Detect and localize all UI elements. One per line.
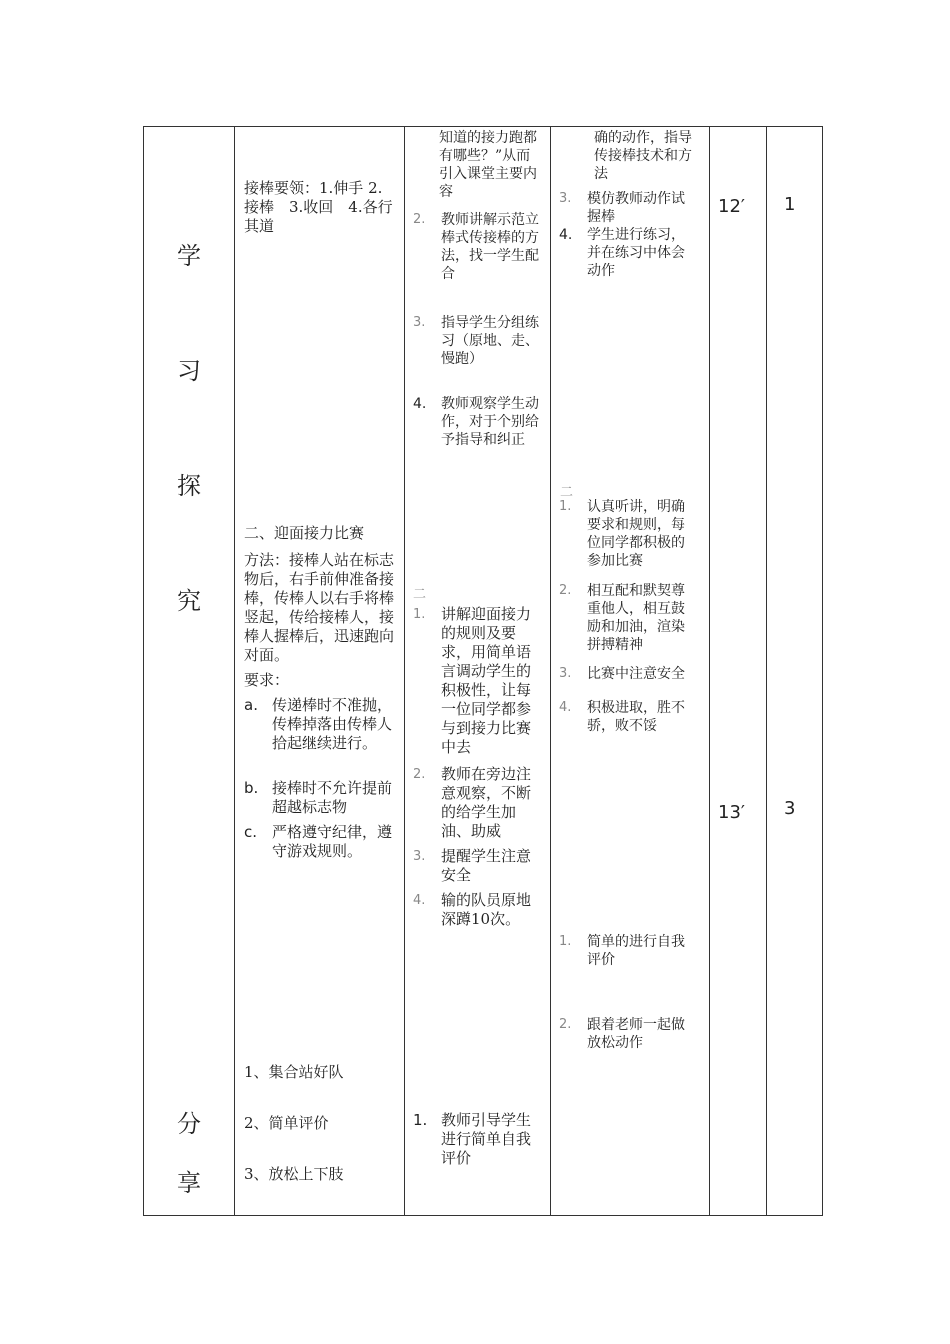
student-step: 3. 模仿教师动作试握棒 xyxy=(559,191,685,225)
teacher-step: 3. 指导学生分组练习（原地、走、慢跑） xyxy=(413,315,539,367)
receive-points: 接棒要领：1.伸手 2.接棒 3.收回 4.各行其道 xyxy=(244,179,393,235)
count-value: 1 xyxy=(784,194,796,215)
stage-char: 享 xyxy=(177,1169,201,1197)
stage-char: 探 xyxy=(177,472,201,500)
requirement-item: c. 严格遵守纪律，遵守游戏规则。 xyxy=(244,823,393,860)
requirement-item: a. 传递棒时不准抛，传棒掉落由传棒人拾起继续进行。 xyxy=(244,696,393,752)
stage-char: 分 xyxy=(177,1110,201,1138)
column-divider xyxy=(404,126,405,1216)
teacher-text: 知道的接力跑都有哪些？”从而引入课堂主要内容 xyxy=(439,130,537,200)
column-divider xyxy=(550,126,551,1216)
student-step: 1. 认真听讲，明确要求和规则，每位同学都积极的参加比赛 xyxy=(559,499,685,569)
column-divider xyxy=(709,126,710,1216)
section-mark: 二 xyxy=(413,587,427,602)
teacher-step: 3. 提醒学生注意安全 xyxy=(413,847,532,884)
teacher-step: 2. 教师在旁边注意观察，不断的给学生加油、助威 xyxy=(413,765,532,840)
section-mark: 二 xyxy=(560,485,574,500)
student-step: 4. 积极进取，胜不骄，败不馁 xyxy=(559,700,685,734)
student-step: 2. 跟着老师一起做放松动作 xyxy=(559,1017,685,1051)
student-step: 1. 简单的进行自我评价 xyxy=(559,934,685,968)
count-value: 3 xyxy=(784,798,796,819)
teacher-step: 1. 教师引导学生进行简单自我评价 xyxy=(413,1111,532,1167)
teacher-step: 1. 讲解迎面接力的规则及要求，用简单语言调动学生的积极性，让每一位同学都参与到接力比赛中去 xyxy=(413,605,532,756)
relay-title: 二、迎面接力比赛 xyxy=(244,524,365,542)
share-item: 3、放松上下肢 xyxy=(244,1165,344,1183)
requirements-title: 要求： xyxy=(244,671,290,689)
student-step: 3. 比赛中注意安全 xyxy=(559,666,685,682)
teacher-step: 2. 教师讲解示范立棒式传接棒的方法，找一学生配合 xyxy=(413,212,539,282)
column-divider xyxy=(234,126,235,1216)
time-value: 13′ xyxy=(718,802,745,823)
stage-char: 学 xyxy=(177,242,201,270)
teacher-step: 4. 教师观察学生动作，对于个别给予指导和纠正 xyxy=(413,396,539,448)
method-text: 方法：接棒人站在标志物后，右手前伸准备接棒，传棒人以右手将棒竖起，传给接棒人，接棒人握棒后，迅速跑向对面。 xyxy=(244,551,395,664)
share-item: 1、集合站好队 xyxy=(244,1063,344,1081)
requirement-item: b. 接棒时不允许提前超越标志物 xyxy=(244,779,393,816)
time-value: 12′ xyxy=(718,196,745,217)
student-step: 4. 学生进行练习，并在练习中体会动作 xyxy=(559,227,685,279)
student-text: 确的动作，指导传接棒技术和方法 xyxy=(594,130,692,182)
column-divider xyxy=(766,126,767,1216)
stage-char: 究 xyxy=(177,587,201,615)
teacher-step: 4. 输的队员原地深蹲10次。 xyxy=(413,891,532,928)
share-item: 2、简单评价 xyxy=(244,1114,329,1132)
stage-char: 习 xyxy=(177,357,201,385)
student-step: 2. 相互配和默契尊重他人，相互鼓励和加油，渲染拼搏精神 xyxy=(559,583,685,653)
